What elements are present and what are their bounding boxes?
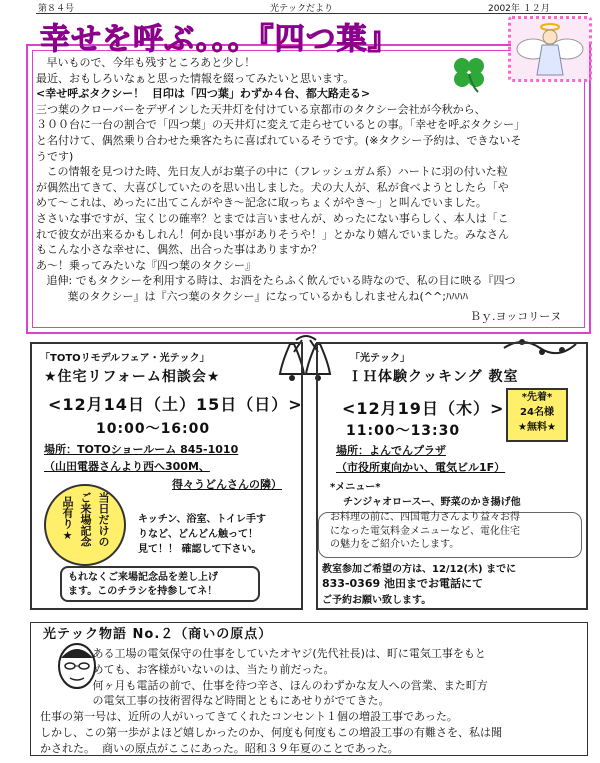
apply-line-1: 教室参加ご希望の方は、12/12(木) までに (322, 564, 517, 575)
history-body (40, 646, 502, 757)
free-badge: *先着* 24名様 ★無料★ (506, 388, 568, 442)
reform-event-location: （山田電器さんより西へ300M、 (44, 460, 210, 473)
badge-line: ご来場記念 (79, 492, 92, 547)
reform-event-date: <12月14日（土）15日（日）> (48, 395, 303, 414)
reform-event-time: 10:00～16:00 (96, 421, 211, 437)
history-line: かされた。 商いの原点がここにあった。昭和３９年夏のことであった。 (40, 741, 399, 755)
newsletter-name: 光テックだより (270, 4, 334, 14)
history-line: の電気工事の技術習得など時間とともにあせりがでてきた。 (40, 694, 390, 708)
page-header (0, 0, 600, 14)
history-line: 仕事の第一号は、近所の人がいってきてくれたコンセント１個の増設工事であった。 (40, 710, 458, 724)
cooking-event-title: ＩＨ体験クッキング 教室 (348, 369, 519, 385)
story-line: ３００台に一台の割合で「四つ葉」の天井灯に変えて走らせているとの事。「幸せを呼ぶタクシー」 (36, 118, 526, 132)
story-line: 最近、おもしろいなぁと思った情報を綴ってみたいと思います。 (36, 71, 355, 85)
story-line: 早いもので、今年も残すところあと少し！ (36, 56, 256, 69)
history-line: めても、お客様がいないのは、当たり前だった。 (40, 662, 335, 676)
story-line: が偶然出てきて、大喜びしていたのを思い出しました。犬の大人が、私が食べようとしたら「や (36, 180, 509, 194)
cooking-event-description: お料理の前に、四国電力さんより益々お得 になった電気料金メニューなど、電化住宅 の魅力をご紹介いたします。 (330, 512, 520, 551)
cooking-event-time: 11:00～13:30 (346, 423, 461, 439)
page-title (40, 14, 490, 57)
story-line: あ～！乗ってみたいな『四つ葉のタクシー』 (36, 258, 256, 272)
history-line: しかし、この第一歩がよほど嬉しかったのか、何度も何度もこの増設工事の有難さを、私は聞 (40, 725, 502, 739)
story-line: この情報を見つけた時、先日友人がお菓子の中に（フレッシュガム系）ハートに羽の付いた粒 (36, 165, 508, 179)
issue-date: 2002年 １２月 (488, 4, 550, 14)
gift-badge (44, 484, 126, 566)
story-headline: <幸せ呼ぶタクシー！ 目印は「四つ葉」わずか４台、都大路走る> (36, 87, 371, 101)
story-line: もこんな小さな幸せに、偶然、出合った事はありますか？ (36, 243, 322, 257)
apply-line-2: 833-0369 池田までお電話にて (322, 577, 483, 590)
history-title: 光テック物語 No.２（商いの原点） (43, 627, 273, 642)
menu-items: チンジャオロースー、野菜のかき揚げ他 (336, 497, 521, 508)
story-line: 葉のタクシー』は『六つ葉のタクシー』になっているかもしれませんね(^^;ﾊﾊﾊﾊ (36, 289, 468, 303)
reform-event-location-2: 得々うどんさんの隣） (172, 478, 282, 491)
reform-event-description: キッチン、浴室、トイレ手す りなど、どんどん触って！ 見て！！ 確認して下さい。 (138, 514, 266, 555)
story-line: 三つ葉のクローバーをデザインした天井灯を付けている京都市のタクシー会社が今秋から、 (36, 102, 486, 116)
issue-number: 第８４号 (38, 4, 75, 14)
title-text: 幸せを呼ぶ。。。『四つ葉』 (40, 22, 399, 57)
story-line: れで彼女が出来るかもしれん！何か良い事がありそうや！」とかなり嬉んでいました。みなさん (36, 227, 509, 241)
history-line: ある工場の電気保守の仕事をしていたオヤジ(先代社長)は、町に電気工事をもと (40, 647, 486, 660)
story-line: ささいな事ですが、宝くじの確率？とまでは言いませんが、めったにない事らしく、本人は「こ (36, 211, 509, 225)
menu-title: *メニュー* (330, 482, 381, 493)
gift-notice: もれなくご来場記念品を差し上げ ます。このチラシを持参してネ！ (60, 566, 260, 602)
reform-event-place: 場所：TOTOショールーム 845-1010 (44, 443, 239, 456)
story-body (36, 55, 586, 305)
cooking-event-date: <12月19日（木）> (342, 399, 505, 418)
cooking-event-place: 場所：よんでんプラザ (336, 444, 446, 457)
history-line: 何ヶ月も電話の前で、仕事を待つ辛さ、ほんのわずかな友人への営業、また町方 (40, 678, 488, 692)
badge-line: 当日だけの (97, 492, 110, 547)
story-line: 追伸: でもタクシーを利用する時は、お酒をたらふく飲んでいる時なので、私の目に映る『四つ (36, 274, 516, 288)
cooking-event-location: （市役所東向かい、電気ビル1F） (336, 461, 506, 474)
reform-event-sub: 「TOTOリモデルフェア・光テック」 (40, 353, 210, 364)
cooking-event-sub: 「光テック」 (350, 353, 410, 364)
reform-event-title: ★住宅リフォーム相談会★ (44, 369, 221, 385)
apply-line-3: ご予約お願い致します。 (322, 595, 432, 606)
story-line: めて～これは、めったに出てこんがやき～記念に取っちょくがやき～」と叫んでいました。 (36, 196, 487, 210)
story-line: と名付けて、偶然乗り合わせた乗客たちに喜ばれているそうです。(※タクシー予約は、できないそ (36, 133, 522, 147)
badge-line: 品有り★ (61, 496, 74, 542)
story-line: うです) (36, 149, 74, 163)
author-signature: Ｂｙ.ヨッコリーヌ (470, 310, 562, 323)
